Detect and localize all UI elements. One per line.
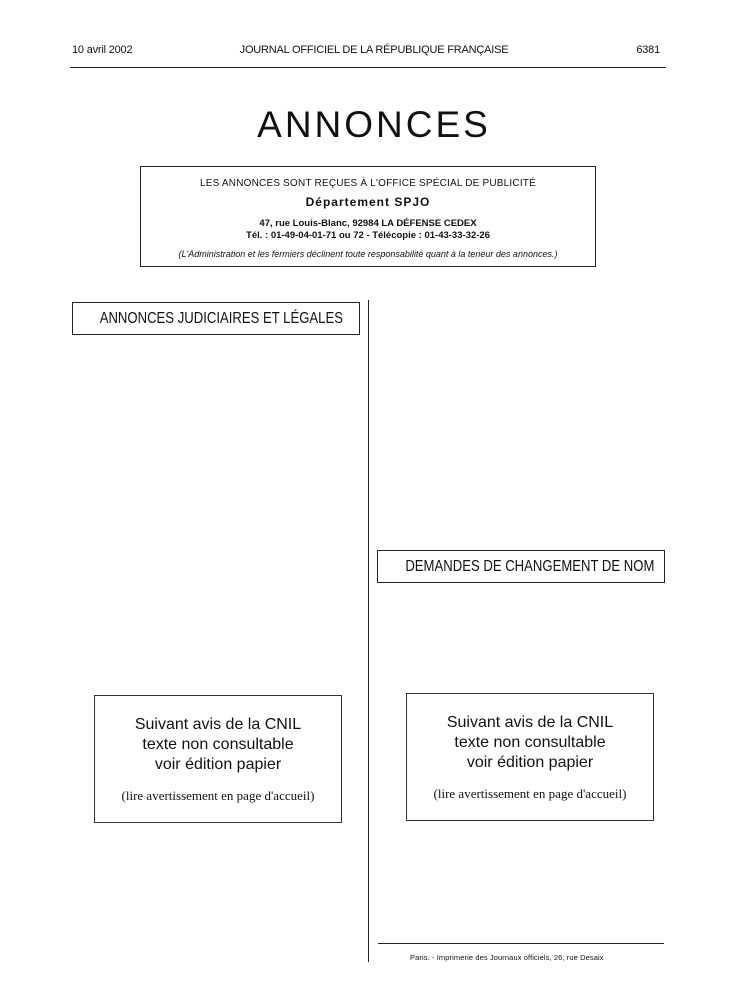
header-page-number: 6381	[636, 44, 660, 56]
cnil-left-line2: texte non consultable	[142, 736, 294, 753]
page-title: ANNONCES	[257, 104, 491, 145]
column-divider	[368, 300, 369, 962]
header-rule	[70, 67, 666, 68]
cnil-right-line2: texte non consultable	[454, 734, 606, 751]
footer-rule	[378, 943, 664, 944]
section-heading-judicial-text: ANNONCES JUDICIAIRES ET LÉGALES	[99, 310, 343, 327]
cnil-right-line3: voir édition papier	[466, 754, 594, 771]
section-heading-name-change-text: DEMANDES DE CHANGEMENT DE NOM	[405, 558, 655, 575]
cnil-left-line1: Suivant avis de la CNIL	[134, 716, 302, 733]
notice-address: 47, rue Louis-Blanc, 92984 LA DÉFENSE CEDEX	[259, 218, 477, 229]
cnil-right-line1: Suivant avis de la CNIL	[446, 714, 614, 731]
notice-intro: LES ANNONCES SONT REÇUES À L'OFFICE SPÉCIAL DE PUBLICITÉ	[200, 178, 536, 189]
cnil-left-line4: (lire avertissement en page d'accueil)	[121, 788, 315, 803]
header-date: 10 avril 2002	[72, 44, 133, 56]
footer-printer: Paris. - Imprimerie des Journaux officiels, 26, rue Desaix	[410, 953, 604, 962]
notice-disclaimer: (L'Administration et les fermiers déclinent toute responsabilité quant à la teneur des annonces.)	[178, 249, 558, 259]
notice-phones: Tél. : 01-49-04-01-71 ou 72 - Télécopie : 01-43-33-32-26	[246, 230, 490, 241]
cnil-right-line4: (lire avertissement en page d'accueil)	[433, 786, 627, 801]
notice-box	[140, 166, 596, 267]
cnil-notice-right	[406, 693, 654, 821]
notice-department: Département SPJO	[305, 195, 431, 209]
section-heading-judicial	[72, 302, 360, 335]
section-heading-name-change	[377, 550, 665, 583]
header-journal-title: JOURNAL OFFICIEL DE LA RÉPUBLIQUE FRANÇAISE	[239, 44, 509, 56]
cnil-left-line3: voir édition papier	[154, 756, 282, 773]
cnil-notice-left	[94, 695, 342, 823]
